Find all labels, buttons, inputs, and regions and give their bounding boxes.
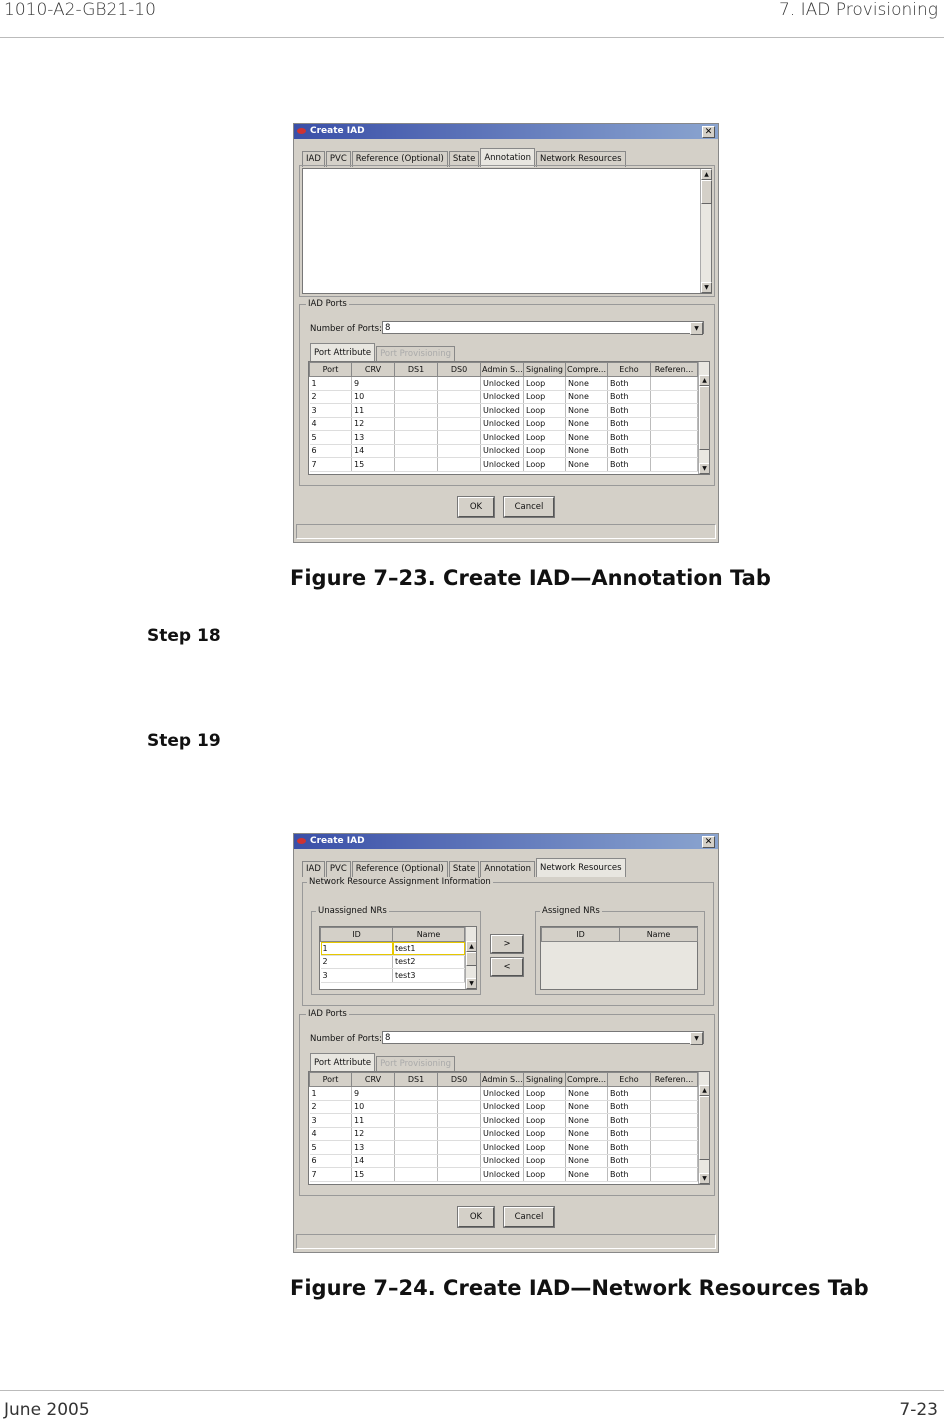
table-cell[interactable]: None [566,1087,608,1101]
table-cell[interactable]: Loop [524,1087,566,1101]
table-cell[interactable]: Both [608,404,651,418]
table-cell[interactable]: None [566,1141,608,1155]
ports-table-scrollbar[interactable] [698,362,709,474]
assign-nr-button[interactable]: > [491,935,523,953]
iad-ports-label: IAD Ports [308,1009,347,1019]
table-cell[interactable]: 2 [310,1100,352,1114]
table-cell[interactable] [651,404,698,418]
table-cell[interactable]: Unlocked [481,1114,524,1128]
table-cell[interactable]: 12 [352,1127,395,1141]
table-cell[interactable] [438,1100,481,1114]
table-cell[interactable] [651,377,698,391]
column-header[interactable]: Echo [608,1073,651,1087]
unassigned-nrs-table [320,927,465,983]
table-cell[interactable] [395,1154,438,1168]
table-cell[interactable]: 7 [310,1168,352,1182]
table-cell[interactable] [395,1127,438,1141]
table-cell[interactable] [395,1100,438,1114]
column-header[interactable]: DS1 [395,1073,438,1087]
ports-table-container [308,361,710,475]
cancel-button[interactable]: Cancel [504,497,554,517]
table-cell[interactable] [651,417,698,431]
table-cell[interactable]: None [566,377,608,391]
tab-port-attribute[interactable]: Port Attribute [310,343,375,362]
ports-table [309,362,698,472]
table-cell[interactable]: Unlocked [481,1100,524,1114]
tab-annotation[interactable]: Annotation [480,148,535,167]
table-cell[interactable]: 3 [310,1114,352,1128]
annotation-panel [299,165,715,297]
column-header-name[interactable]: Name [393,928,465,942]
table-cell[interactable]: test1 [393,942,465,956]
table-cell[interactable] [438,431,481,445]
unassigned-table-header [321,928,465,942]
scroll-thumb[interactable] [699,386,710,450]
num-ports-value: 8 [385,1033,391,1043]
column-header[interactable]: DS1 [395,363,438,377]
table-cell[interactable]: Loop [524,1127,566,1141]
app-icon [297,128,306,134]
table-cell[interactable]: 9 [352,1087,395,1101]
table-cell[interactable]: None [566,458,608,472]
table-row[interactable] [310,1141,698,1155]
table-cell[interactable]: Both [608,1127,651,1141]
column-header-name[interactable]: Name [620,928,698,942]
table-cell[interactable] [438,1141,481,1155]
nr-assignment-label: Network Resource Assignment Information [309,877,491,887]
table-cell[interactable] [651,444,698,458]
table-cell[interactable]: 3 [310,404,352,418]
table-cell[interactable]: 10 [352,1100,395,1114]
table-cell[interactable]: 15 [352,458,395,472]
table-row[interactable] [310,1168,698,1182]
table-cell[interactable]: Unlocked [481,417,524,431]
table-cell[interactable]: Unlocked [481,1168,524,1182]
scroll-thumb[interactable] [466,952,477,966]
tab-port-provisioning: Port Provisioning [376,346,455,362]
table-cell[interactable] [438,417,481,431]
table-cell[interactable]: 1 [321,942,393,956]
table-cell[interactable]: Loop [524,1141,566,1155]
table-cell[interactable] [438,1154,481,1168]
ok-button[interactable]: OK [458,497,494,517]
tab-pvc[interactable]: PVC [326,151,351,167]
ports-table-scrollbar[interactable] [698,1072,709,1184]
table-cell[interactable]: Both [608,1168,651,1182]
table-cell[interactable] [651,458,698,472]
table-row[interactable] [310,390,698,404]
table-cell[interactable]: Loop [524,444,566,458]
column-header[interactable]: Compre... [566,1073,608,1087]
table-cell[interactable]: 2 [310,390,352,404]
column-header[interactable]: Echo [608,363,651,377]
footer-date: June 2005 [4,1400,90,1420]
column-header-id[interactable]: ID [542,928,620,942]
table-row[interactable] [310,444,698,458]
table-cell[interactable]: None [566,431,608,445]
port-tabs [310,343,456,362]
figure-caption-7-24: Figure 7–24. Create IAD—Network Resources Tab [290,1276,869,1300]
tab-reference[interactable]: Reference (Optional) [352,861,448,877]
table-cell[interactable]: Unlocked [481,377,524,391]
table-cell[interactable] [651,1168,698,1182]
unassign-nr-button[interactable]: < [491,958,523,976]
ports-table-header [310,1073,698,1087]
tab-state[interactable]: State [449,861,480,877]
tab-port-attribute[interactable]: Port Attribute [310,1053,375,1072]
table-cell[interactable]: 10 [352,390,395,404]
scroll-down-icon[interactable]: ▼ [699,1173,710,1184]
num-ports-label: Number of Ports: [310,324,382,334]
table-cell[interactable] [438,404,481,418]
tab-port-provisioning: Port Provisioning [376,1056,455,1072]
scroll-down-icon[interactable]: ▼ [466,978,477,989]
table-cell[interactable]: Both [608,444,651,458]
table-cell[interactable]: Both [608,1114,651,1128]
column-header[interactable]: Referen... [651,1073,698,1087]
dialog-title: Create IAD [310,126,365,136]
table-cell[interactable] [395,377,438,391]
table-cell[interactable]: Both [608,458,651,472]
num-ports-select[interactable] [382,1031,704,1044]
table-cell[interactable]: Loop [524,431,566,445]
table-row[interactable] [310,377,698,391]
list-item[interactable] [321,955,465,969]
column-header[interactable]: Admin S... [481,363,524,377]
table-row[interactable] [310,1087,698,1101]
table-cell[interactable] [651,1154,698,1168]
scroll-down-icon[interactable]: ▼ [701,282,712,293]
table-cell[interactable]: test2 [393,955,465,969]
table-cell[interactable]: 6 [310,444,352,458]
scroll-up-icon[interactable]: ▲ [699,375,710,386]
nr-assignment-group [302,877,714,1006]
table-cell[interactable]: None [566,444,608,458]
table-cell[interactable]: Unlocked [481,1154,524,1168]
table-cell[interactable] [395,1114,438,1128]
table-cell[interactable] [438,1127,481,1141]
num-ports-label: Number of Ports: [310,1034,382,1044]
column-header[interactable]: DS0 [438,363,481,377]
chapter-title: 7. IAD Provisioning [779,0,938,20]
page-number: 7-23 [899,1400,938,1420]
table-row[interactable] [310,431,698,445]
table-cell[interactable] [438,1087,481,1101]
table-cell[interactable]: 11 [352,404,395,418]
create-iad-dialog-network-resources [293,833,719,1253]
tab-iad[interactable]: IAD [302,861,325,877]
table-cell[interactable] [651,431,698,445]
assigned-nrs-header [541,927,698,942]
table-cell[interactable]: None [566,1100,608,1114]
table-cell[interactable]: Both [608,390,651,404]
annotation-scrollbar[interactable] [700,169,711,293]
dialog-titlebar [294,834,718,849]
table-cell[interactable]: Loop [524,1168,566,1182]
table-cell[interactable] [395,390,438,404]
table-cell[interactable]: None [566,1154,608,1168]
table-cell[interactable] [651,1100,698,1114]
column-header[interactable]: Signaling [524,363,566,377]
iad-ports-label: IAD Ports [308,299,347,309]
table-cell[interactable]: 1 [310,377,352,391]
assigned-nrs-group [535,906,705,995]
table-cell[interactable]: Unlocked [481,1087,524,1101]
table-cell[interactable]: 13 [352,1141,395,1155]
table-cell[interactable]: Both [608,1100,651,1114]
close-icon[interactable]: ✕ [702,836,715,848]
table-cell[interactable]: 14 [352,1154,395,1168]
table-cell[interactable]: Loop [524,1114,566,1128]
table-cell[interactable]: Loop [524,417,566,431]
table-cell[interactable]: Both [608,1141,651,1155]
table-cell[interactable]: 12 [352,417,395,431]
table-cell[interactable]: Unlocked [481,431,524,445]
table-cell[interactable]: Unlocked [481,458,524,472]
table-cell[interactable] [395,1141,438,1155]
column-header[interactable]: CRV [352,1073,395,1087]
table-cell[interactable]: 3 [321,969,393,983]
table-cell[interactable]: 14 [352,444,395,458]
table-cell[interactable]: 5 [310,1141,352,1155]
create-iad-dialog-annotation [293,123,719,543]
annotation-textarea[interactable] [302,168,712,294]
table-cell[interactable]: Unlocked [481,1141,524,1155]
column-header[interactable]: Signaling [524,1073,566,1087]
step-18-label: Step 18 [147,626,221,646]
table-cell[interactable]: None [566,1127,608,1141]
table-row[interactable] [310,404,698,418]
tab-annotation[interactable]: Annotation [480,861,535,877]
table-cell[interactable] [438,1168,481,1182]
table-cell[interactable] [395,431,438,445]
table-cell[interactable] [651,1087,698,1101]
scroll-up-icon[interactable]: ▲ [466,941,477,952]
table-cell[interactable] [395,458,438,472]
table-cell[interactable]: None [566,1168,608,1182]
list-item[interactable] [321,942,465,956]
table-cell[interactable] [438,1114,481,1128]
table-cell[interactable]: Unlocked [481,1127,524,1141]
column-header[interactable]: Referen... [651,363,698,377]
table-cell[interactable]: Both [608,377,651,391]
table-cell[interactable] [395,444,438,458]
column-header-id[interactable]: ID [321,928,393,942]
tab-network-resources[interactable]: Network Resources [536,151,626,167]
table-cell[interactable]: None [566,404,608,418]
header-rule [0,37,944,38]
table-cell[interactable]: None [566,390,608,404]
unassigned-table-container [319,926,477,990]
table-cell[interactable]: 15 [352,1168,395,1182]
port-tabs [310,1053,456,1072]
ok-button[interactable]: OK [458,1207,494,1227]
column-header[interactable]: DS0 [438,1073,481,1087]
column-header[interactable]: Admin S... [481,1073,524,1087]
table-cell[interactable]: test3 [393,969,465,983]
table-row[interactable] [310,1154,698,1168]
table-cell[interactable]: 4 [310,417,352,431]
column-header[interactable]: Port [310,363,352,377]
table-cell[interactable] [651,1127,698,1141]
table-cell[interactable]: 1 [310,1087,352,1101]
table-cell[interactable]: Loop [524,458,566,472]
scroll-down-icon[interactable]: ▼ [699,463,710,474]
table-cell[interactable]: 6 [310,1154,352,1168]
unassigned-nrs-group [311,906,481,995]
table-row[interactable] [310,458,698,472]
dialog-title: Create IAD [310,836,365,846]
table-cell[interactable] [651,390,698,404]
chevron-down-icon[interactable]: ▼ [690,322,703,335]
table-cell[interactable]: 13 [352,431,395,445]
table-row[interactable] [310,1127,698,1141]
table-cell[interactable] [395,1087,438,1101]
table-cell[interactable]: Loop [524,1154,566,1168]
table-cell[interactable]: None [566,1114,608,1128]
table-cell[interactable]: Both [608,417,651,431]
assigned-nrs-table [540,926,698,990]
table-cell[interactable]: 7 [310,458,352,472]
cancel-button[interactable]: Cancel [504,1207,554,1227]
num-ports-value: 8 [385,323,391,333]
scroll-thumb[interactable] [701,180,712,204]
table-cell[interactable]: 9 [352,377,395,391]
table-cell[interactable] [438,458,481,472]
table-row[interactable] [310,417,698,431]
iad-ports-group [299,1009,715,1196]
table-cell[interactable] [395,404,438,418]
scroll-up-icon[interactable]: ▲ [701,169,712,180]
table-cell[interactable] [438,444,481,458]
chevron-down-icon[interactable]: ▼ [690,1032,703,1045]
table-cell[interactable]: Unlocked [481,390,524,404]
table-cell[interactable]: Both [608,1154,651,1168]
app-icon [297,838,306,844]
tab-iad[interactable]: IAD [302,151,325,167]
step-19-label: Step 19 [147,731,221,751]
list-item[interactable] [321,969,465,983]
ports-table-header [310,363,698,377]
table-cell[interactable] [651,1114,698,1128]
unassigned-nrs-label: Unassigned NRs [318,906,387,916]
table-cell[interactable]: Loop [524,404,566,418]
assigned-nrs-label: Assigned NRs [542,906,600,916]
table-cell[interactable]: 2 [321,955,393,969]
table-cell[interactable] [651,1141,698,1155]
tab-state[interactable]: State [449,151,480,167]
close-icon[interactable]: ✕ [702,126,715,138]
table-cell[interactable]: Unlocked [481,444,524,458]
num-ports-select[interactable] [382,321,704,334]
doc-number: 1010-A2-GB21-10 [4,0,156,20]
scroll-thumb[interactable] [699,1096,710,1160]
table-cell[interactable] [438,390,481,404]
dialog-titlebar [294,124,718,139]
table-cell[interactable]: Loop [524,390,566,404]
table-cell[interactable]: Both [608,1087,651,1101]
ports-table [309,1072,698,1182]
dialog-tabs [302,858,627,877]
table-cell[interactable]: Both [608,431,651,445]
table-row[interactable] [310,1114,698,1128]
table-cell[interactable]: 4 [310,1127,352,1141]
table-cell[interactable] [395,1168,438,1182]
table-cell[interactable]: 5 [310,431,352,445]
tab-pvc[interactable]: PVC [326,861,351,877]
table-row[interactable] [310,1100,698,1114]
iad-ports-group [299,299,715,486]
table-cell[interactable]: 11 [352,1114,395,1128]
ports-table-container [308,1071,710,1185]
status-bar [296,1234,716,1249]
figure-caption-7-23: Figure 7–23. Create IAD—Annotation Tab [290,566,771,590]
table-cell[interactable]: Loop [524,1100,566,1114]
tab-network-resources[interactable]: Network Resources [536,858,626,877]
tab-reference[interactable]: Reference (Optional) [352,151,448,167]
table-cell[interactable]: None [566,417,608,431]
column-header[interactable]: Compre... [566,363,608,377]
status-bar [296,524,716,539]
column-header[interactable]: Port [310,1073,352,1087]
footer-rule [0,1390,944,1391]
table-cell[interactable]: Unlocked [481,404,524,418]
column-header[interactable]: CRV [352,363,395,377]
table-cell[interactable] [438,377,481,391]
table-cell[interactable] [395,417,438,431]
scroll-up-icon[interactable]: ▲ [699,1085,710,1096]
table-cell[interactable]: Loop [524,377,566,391]
unassigned-scrollbar[interactable] [465,927,476,989]
